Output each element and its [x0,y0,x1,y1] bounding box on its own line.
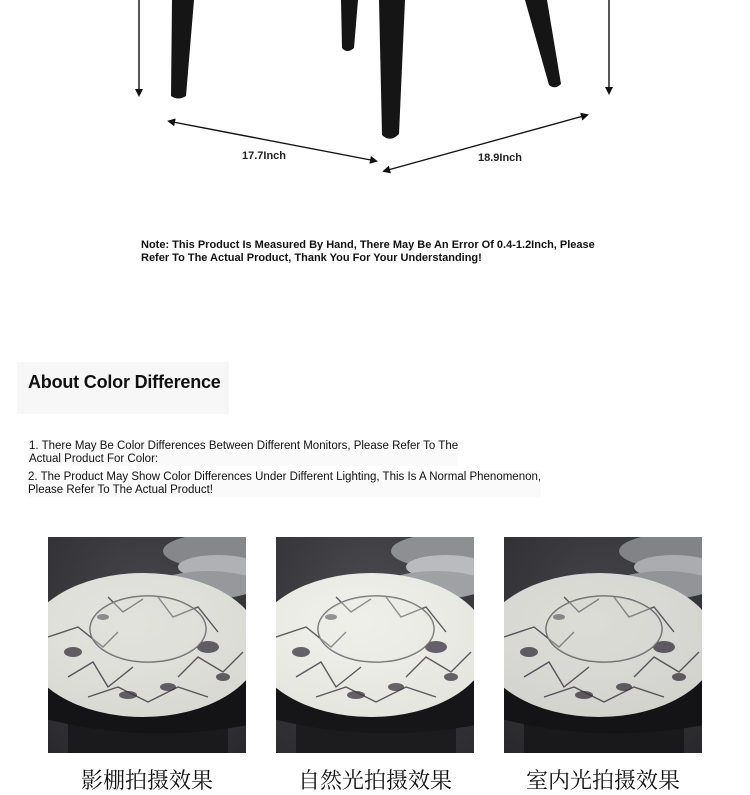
color-difference-item-1-line-2: Actual Product For Color: [29,453,159,465]
photo-studio [48,537,246,753]
color-difference-item-1 [29,440,458,466]
photo-natural-light [276,537,474,753]
color-difference-item-2 [28,471,541,497]
photo-caption-studio: 影棚拍摄效果 [80,768,213,793]
chair-leg-front-left [171,0,194,99]
color-difference-item-2-line-1: 2. The Product May Show Color Differences Under Different Lighting, This Is A Normal Phenomenon, [28,471,542,483]
color-difference-item-2-line-2: Please Refer To The Actual Product! [28,484,213,496]
chair-leg-back-right [525,0,561,87]
measurement-note-line-2: Refer To The Actual Product, Thank You For Your Understanding! [141,252,482,264]
photo-caption-natural-light: 自然光拍摄效果 [297,768,452,793]
measurement-note [141,239,621,265]
photo-indoor-light [504,537,702,753]
color-difference-title: About Color Difference [28,372,221,392]
right-dimension-label: 18.9Inch [478,152,523,164]
color-difference-item-1-line-1: 1. There May Be Color Differences Between Different Monitors, Please Refer To The [29,440,459,452]
measurement-note-line-1: Note: This Product Is Measured By Hand, There May Be An Error Of 0.4-1.2Inch, Please [141,239,595,251]
color-difference-header [17,362,229,414]
left-dimension-label: 17.7Inch [242,150,287,162]
photo-caption-indoor-light: 室内光拍摄效果 [525,768,680,793]
dimension-diagram [0,0,750,210]
chair-leg-back-middle [341,0,358,51]
chair-leg-front-middle [379,0,405,139]
